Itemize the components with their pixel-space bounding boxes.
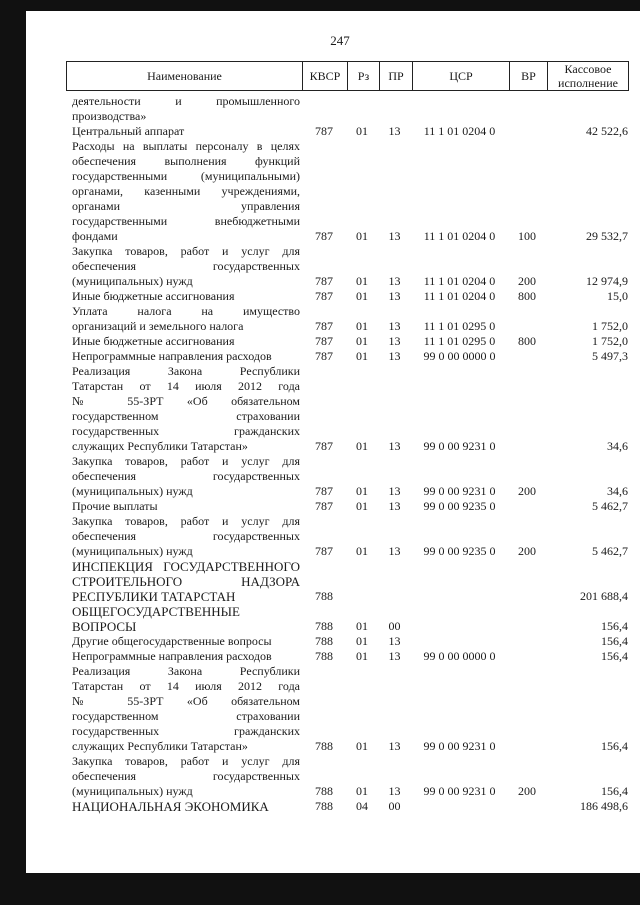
row-name-line: № 55-ЗРТ «Об обязательном [72, 694, 300, 708]
row-name-line: Реализация Закона Республики [72, 664, 300, 678]
row-name-line: (муниципальных) нужд [72, 484, 193, 498]
row-csr: 99 0 00 9231 0 [423, 439, 496, 453]
row-rz: 01 [356, 319, 368, 333]
row-csr: 99 0 00 9231 0 [423, 784, 496, 798]
row-vr: 200 [518, 274, 536, 288]
row-name [72, 514, 300, 559]
row-csr: 99 0 00 0000 0 [423, 349, 496, 363]
row-name [72, 664, 300, 754]
row-name-line: органами управления [72, 199, 300, 213]
row-kvsr: 787 [315, 499, 333, 513]
row-name-line: служащих Республики Татарстан» [72, 439, 248, 453]
row-pr: 13 [388, 739, 401, 753]
row-pr: 13 [388, 484, 401, 498]
row-amount: 156,4 [601, 649, 628, 663]
row-name-line: Непрограммные направления расходов [72, 649, 272, 663]
row-name [72, 289, 300, 304]
row-name [72, 454, 300, 499]
row-amount: 42 522,6 [586, 124, 628, 138]
row-name-line: Закупка товаров, работ и услуг для [72, 754, 300, 768]
row-vr: 800 [518, 289, 536, 303]
row-pr: 13 [388, 544, 401, 558]
row-name-line: организаций и земельного налога [72, 319, 244, 333]
row-name-line: производства» [72, 109, 147, 123]
row-amount: 29 532,7 [586, 229, 628, 243]
row-vr: 800 [518, 334, 536, 348]
row-kvsr: 787 [315, 334, 333, 348]
row-amount: 15,0 [607, 289, 628, 303]
row-name [72, 304, 300, 334]
column-header-amount-line2: исполнение [558, 76, 618, 90]
column-header-pr: ПР [379, 62, 412, 90]
row-name-line: Татарстан от 14 июля 2012 года [72, 679, 300, 693]
row-pr: 13 [388, 124, 401, 138]
row-name [72, 139, 300, 244]
row-name-line: обеспечения государственных [72, 769, 300, 783]
scan-border-bottom [0, 873, 640, 905]
row-name [72, 244, 300, 289]
row-amount: 5 462,7 [592, 544, 628, 558]
row-amount: 201 688,4 [580, 589, 628, 603]
row-amount: 156,4 [601, 634, 628, 648]
row-name-line: государственном страховании [72, 409, 300, 423]
column-header-vr: ВР [509, 62, 547, 90]
row-pr: 13 [388, 349, 401, 363]
row-name [72, 364, 300, 454]
row-name-line: обеспечения государственных [72, 529, 300, 543]
row-kvsr: 788 [315, 619, 333, 633]
row-rz: 01 [356, 484, 368, 498]
row-name-line: № 55-ЗРТ «Об обязательном [72, 394, 300, 408]
row-pr: 00 [388, 799, 401, 813]
row-name-line: государственных гражданских [72, 724, 300, 738]
row-rz: 01 [356, 649, 368, 663]
row-name [72, 799, 300, 814]
row-pr: 13 [388, 319, 401, 333]
row-vr: 100 [518, 229, 536, 243]
row-name-line: Иные бюджетные ассигнования [72, 289, 235, 303]
row-name [72, 754, 300, 799]
row-amount: 12 974,9 [586, 274, 628, 288]
row-csr: 11 1 01 0295 0 [423, 319, 496, 333]
row-name-line: Центральный аппарат [72, 124, 185, 138]
row-name-line: Закупка товаров, работ и услуг для [72, 514, 300, 528]
row-name-line: Прочие выплаты [72, 499, 158, 513]
row-amount: 34,6 [607, 484, 628, 498]
row-vr: 200 [518, 784, 536, 798]
row-rz: 01 [356, 619, 368, 633]
row-name-line: ВОПРОСЫ [72, 619, 137, 634]
row-kvsr: 788 [315, 589, 333, 603]
row-rz: 01 [356, 439, 368, 453]
scan-border-top [0, 0, 640, 11]
row-name [72, 349, 300, 364]
row-name-line: органами, казенными учреждениями, [72, 184, 300, 198]
row-name-line: ИНСПЕКЦИЯ ГОСУДАРСТВЕННОГО [72, 559, 300, 574]
row-name [72, 649, 300, 664]
row-pr: 00 [388, 619, 401, 633]
row-csr: 99 0 00 9231 0 [423, 739, 496, 753]
row-kvsr: 787 [315, 274, 333, 288]
row-name-line: (муниципальных) нужд [72, 784, 193, 798]
column-header-amount [547, 62, 628, 90]
row-name [72, 334, 300, 349]
row-amount: 156,4 [601, 739, 628, 753]
row-csr: 11 1 01 0204 0 [423, 229, 496, 243]
row-name-line: (муниципальных) нужд [72, 274, 193, 288]
row-kvsr: 787 [315, 439, 333, 453]
row-pr: 13 [388, 784, 401, 798]
row-name-line: обеспечения государственных [72, 469, 300, 483]
column-header-kvsr: КВСР [302, 62, 347, 90]
row-rz: 04 [356, 799, 368, 813]
row-name-line: Татарстан от 14 июля 2012 года [72, 379, 300, 393]
table-header [66, 61, 629, 91]
row-pr: 13 [388, 649, 401, 663]
row-amount: 186 498,6 [580, 799, 628, 813]
row-name-line: ОБЩЕГОСУДАРСТВЕННЫЕ [72, 604, 240, 619]
row-rz: 01 [356, 784, 368, 798]
row-name [72, 634, 300, 649]
row-pr: 13 [388, 634, 401, 648]
row-name-line: обеспечения выполнения функций [72, 154, 300, 168]
row-csr: 11 1 01 0204 0 [423, 274, 496, 288]
row-pr: 13 [388, 499, 401, 513]
row-csr: 11 1 01 0295 0 [423, 334, 496, 348]
row-name-line: государственных гражданских [72, 424, 300, 438]
row-rz: 01 [356, 634, 368, 648]
row-rz: 01 [356, 289, 368, 303]
row-name-line: Уплата налога на имущество [72, 304, 300, 318]
row-amount: 5 462,7 [592, 499, 628, 513]
row-kvsr: 788 [315, 739, 333, 753]
row-name [72, 604, 300, 634]
row-rz: 01 [356, 349, 368, 363]
row-name-line: РЕСПУБЛИКИ ТАТАРСТАН [72, 589, 236, 604]
row-rz: 01 [356, 274, 368, 288]
page-number: 247 [330, 33, 350, 48]
row-name-line: государственными (муниципальными) [72, 169, 300, 183]
row-amount: 5 497,3 [592, 349, 628, 363]
row-name-line: (муниципальных) нужд [72, 544, 193, 558]
row-name [72, 559, 300, 604]
column-header-name: Наименование [147, 69, 222, 83]
row-rz: 01 [356, 544, 368, 558]
row-kvsr: 787 [315, 229, 333, 243]
row-name-line: фондами [72, 229, 118, 243]
row-vr: 200 [518, 484, 536, 498]
row-rz: 01 [356, 124, 368, 138]
column-header-csr: ЦСР [412, 62, 509, 90]
row-name-line: служащих Республики Татарстан» [72, 739, 248, 753]
row-kvsr: 787 [315, 544, 333, 558]
row-rz: 01 [356, 334, 368, 348]
column-header-amount-line1: Кассовое [564, 62, 612, 76]
row-name [72, 94, 300, 124]
row-name-line: НАЦИОНАЛЬНАЯ ЭКОНОМИКА [72, 799, 269, 814]
row-name-line: государственными внебюджетными [72, 214, 300, 228]
row-rz: 01 [356, 229, 368, 243]
row-kvsr: 788 [315, 799, 333, 813]
row-kvsr: 787 [315, 484, 333, 498]
row-name-line: СТРОИТЕЛЬНОГО НАДЗОРА [72, 574, 300, 589]
row-amount: 1 752,0 [592, 334, 628, 348]
row-name [72, 499, 300, 514]
row-pr: 13 [388, 439, 401, 453]
column-header-rz: Рз [347, 62, 379, 90]
row-name-line: Реализация Закона Республики [72, 364, 300, 378]
row-name-line: государственном страховании [72, 709, 300, 723]
row-rz: 01 [356, 499, 368, 513]
row-amount: 156,4 [601, 784, 628, 798]
row-kvsr: 787 [315, 319, 333, 333]
row-name-line: Иные бюджетные ассигнования [72, 334, 235, 348]
row-amount: 34,6 [607, 439, 628, 453]
row-pr: 13 [388, 229, 401, 243]
row-kvsr: 787 [315, 349, 333, 363]
row-csr: 99 0 00 0000 0 [423, 649, 496, 663]
row-name-line: деятельности и промышленного [72, 94, 300, 108]
row-rz: 01 [356, 739, 368, 753]
row-csr: 11 1 01 0204 0 [423, 289, 496, 303]
row-pr: 13 [388, 334, 401, 348]
row-name-line: Другие общегосударственные вопросы [72, 634, 272, 648]
row-name-line: Закупка товаров, работ и услуг для [72, 244, 300, 258]
row-csr: 99 0 00 9235 0 [423, 544, 496, 558]
row-amount: 1 752,0 [592, 319, 628, 333]
row-kvsr: 788 [315, 784, 333, 798]
row-csr: 99 0 00 9231 0 [423, 484, 496, 498]
row-name [72, 124, 300, 139]
row-name-line: Расходы на выплаты персоналу в целях [72, 139, 300, 153]
row-kvsr: 787 [315, 124, 333, 138]
row-kvsr: 788 [315, 634, 333, 648]
row-name-line: Закупка товаров, работ и услуг для [72, 454, 300, 468]
row-csr: 11 1 01 0204 0 [423, 124, 496, 138]
row-pr: 13 [388, 289, 401, 303]
row-name-line: Непрограммные направления расходов [72, 349, 272, 363]
row-pr: 13 [388, 274, 401, 288]
row-vr: 200 [518, 544, 536, 558]
row-csr: 99 0 00 9235 0 [423, 499, 496, 513]
row-kvsr: 788 [315, 649, 333, 663]
row-kvsr: 787 [315, 289, 333, 303]
scan-border-left [0, 0, 26, 905]
row-amount: 156,4 [601, 619, 628, 633]
row-name-line: обеспечения государственных [72, 259, 300, 273]
